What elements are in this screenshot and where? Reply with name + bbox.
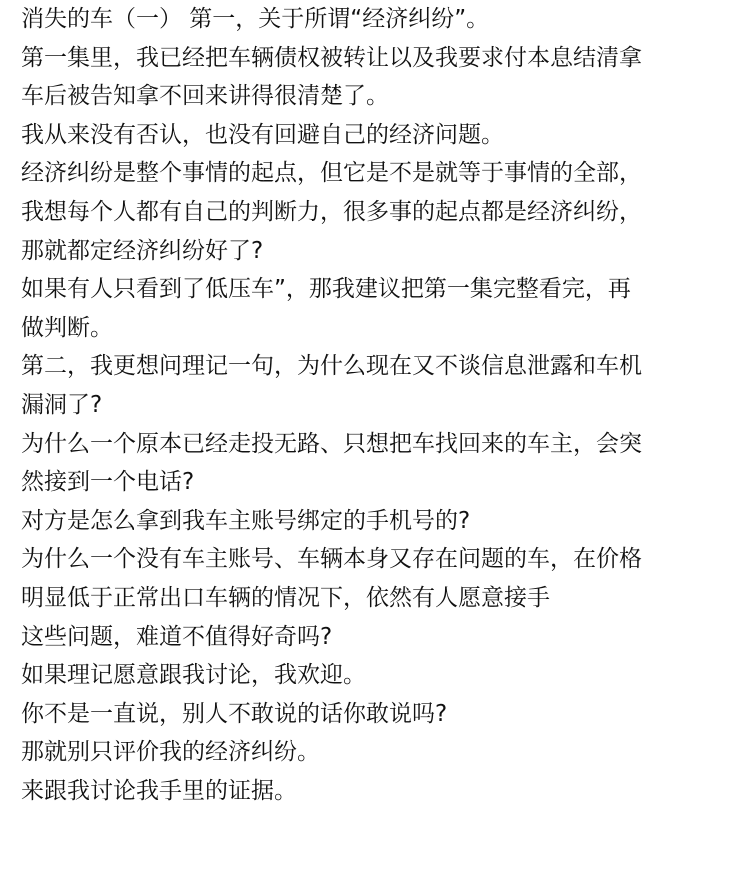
text-line: 对方是怎么拿到我车主账号绑定的手机号的? xyxy=(21,507,471,534)
text-line: 第二，我更想问理记一句，为什么现在又不谈信息泄露和车机 xyxy=(21,353,642,380)
text-line: 如果有人只看到了低压车”，那我建议把第一集完整看完，再 xyxy=(21,276,631,303)
text-line: 为什么一个没有车主账号、车辆本身又存在问题的车，在价格 xyxy=(21,546,642,573)
text-line: 车后被告知拿不回来讲得很清楚了。 xyxy=(21,83,389,110)
text-line: 那就都定经济纠纷好了? xyxy=(21,237,264,264)
text-line: 然接到一个电话? xyxy=(21,469,195,496)
text-line: 我从来没有否认，也没有回避自己的经济问题。 xyxy=(21,121,504,148)
text-line: 来跟我讨论我手里的证据。 xyxy=(21,777,297,804)
text-line: 漏洞了? xyxy=(21,391,103,418)
text-line: 那就别只评价我的经济纠纷。 xyxy=(21,739,320,766)
text-line: 第一集里，我已经把车辆债权被转让以及我要求付本息结清拿 xyxy=(21,44,642,71)
text-line: 这些问题，难道不值得好奇吗? xyxy=(21,623,333,650)
text-line: 经济纠纷是整个事情的起点，但它是不是就等于事情的全部， xyxy=(21,160,642,187)
text-line: 消失的车（一） 第一，关于所谓“经济纠纷”。 xyxy=(21,6,490,32)
text-line: 如果理记愿意跟我讨论，我欢迎。 xyxy=(21,662,366,689)
text-line: 你不是一直说，别人不敢说的话你敢说吗? xyxy=(21,700,448,727)
text-line: 明显低于正常出口车辆的情况下，依然有人愿意接手 xyxy=(21,584,550,611)
text-line: 为什么一个原本已经走投无路、只想把车找回来的车主，会突 xyxy=(21,430,642,457)
text-line: 我想每个人都有自己的判断力，很多事的起点都是经济纠纷， xyxy=(21,198,642,225)
text-line: 做判断。 xyxy=(21,314,113,341)
